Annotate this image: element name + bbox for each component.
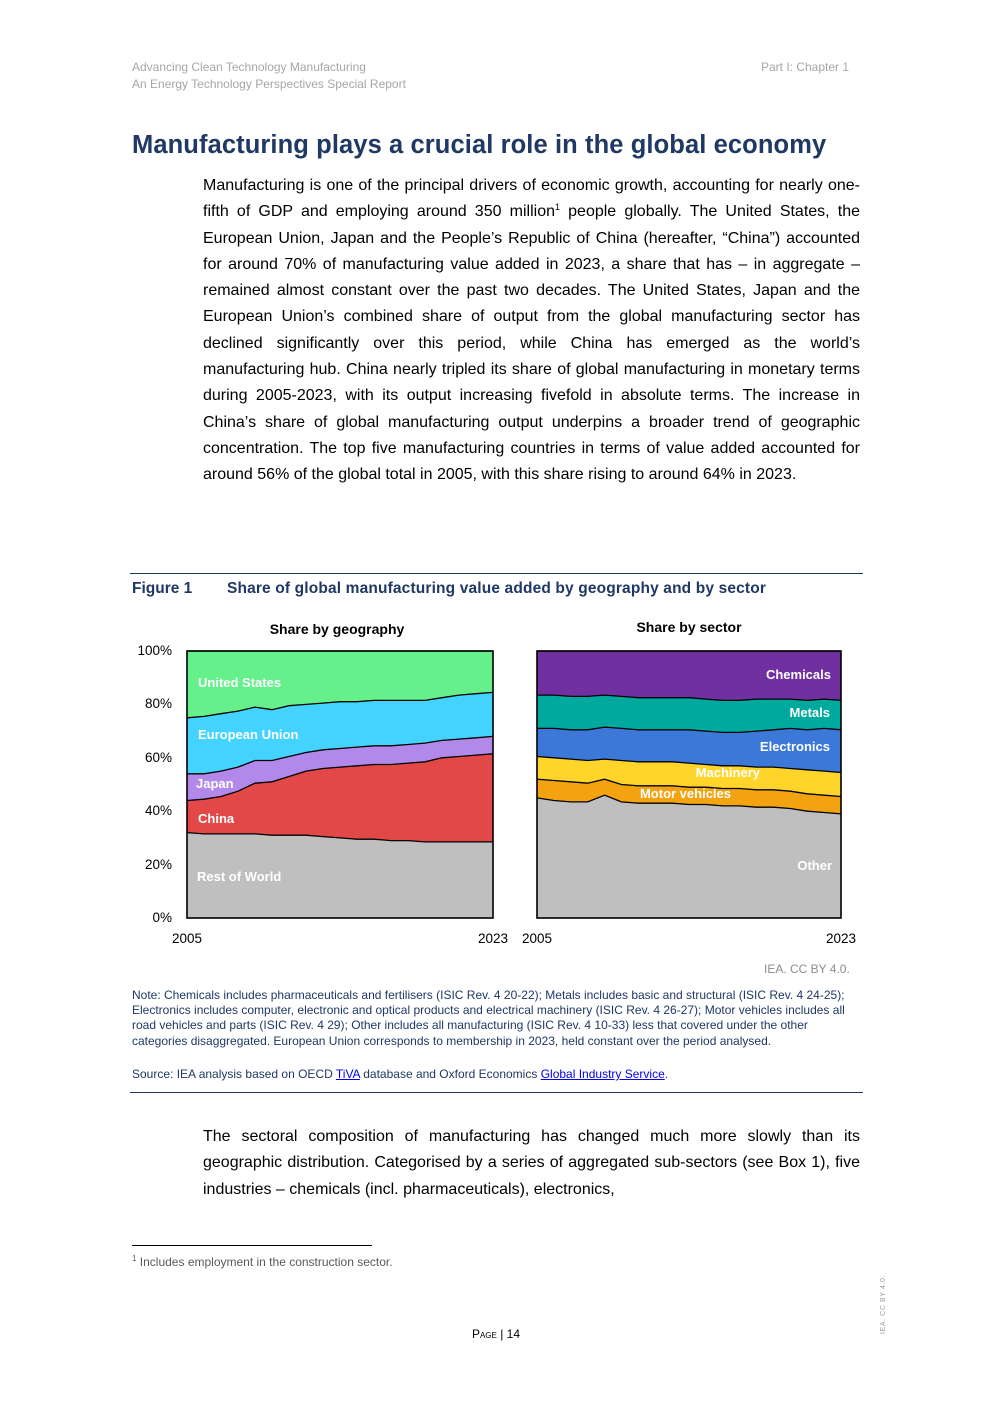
global-industry-service-link[interactable]: Global Industry Service <box>540 1067 665 1081</box>
y-tick-label: 40% <box>144 803 172 818</box>
chart-share-by-geography <box>137 621 508 946</box>
chart-geo-title: Share by geography <box>269 621 405 637</box>
series-label-rest-of-world: Rest of World <box>197 869 282 884</box>
source-text-c: . <box>664 1067 669 1081</box>
figure-number: Figure 1 <box>132 580 193 597</box>
y-tick-label: 80% <box>144 696 172 711</box>
figure-credit: IEA. CC BY 4.0. <box>764 962 850 976</box>
chart-share-by-sector <box>522 619 856 946</box>
x-tick-label: 2023 <box>825 931 857 946</box>
x-tick-label: 2005 <box>171 931 203 946</box>
chart-geo-y-ticks <box>137 643 172 925</box>
y-tick-label: 0% <box>152 910 172 925</box>
x-tick-label: 2023 <box>477 931 509 946</box>
footnote-rule <box>132 1245 372 1246</box>
area-other <box>537 795 841 918</box>
series-label-chemicals: Chemicals <box>765 667 831 682</box>
paragraph-1-text-b: people globally. The United States, the European Union, Japan and the People’s Republic of China (hereafter, “China”) accounted for around 70% of manufacturing value added in 2023, a share that has – in aggregate – remained almost constant over the past two decades. The United States, Japan and the European Union’s combined share of output from the global manufacturing sector has declined significantly over this period, while China has emerged as the world’s manufacturing hub. China nearly tripled its share of global manufacturing in monetary terms during 2005-2023, with its output increasing fivefold in absolute terms. The increase in China’s share of global manufacturing output underpins a broader trend of geographic concentration. The top five manufacturing countries in terms of value added accounted for around 56% of the global total in 2005, with this share rising to around 64% in 2023. <box>203 203 861 484</box>
y-tick-label: 100% <box>137 643 172 658</box>
figure-bottom-rule <box>130 1092 863 1093</box>
source-text-a: Source: IEA analysis based on OECD <box>132 1067 336 1081</box>
figure-source <box>132 1067 668 1082</box>
series-label-japan: Japan <box>196 776 234 791</box>
section-title: Manufacturing plays a crucial role in the global economy <box>132 131 827 159</box>
page-number <box>0 1327 992 1341</box>
series-label-united-states: United States <box>198 675 282 690</box>
footnote <box>132 1254 393 1269</box>
page-label: Page <box>471 1327 497 1341</box>
page-separator: | <box>496 1327 507 1341</box>
y-tick-label: 60% <box>144 750 172 765</box>
series-label-metals: Metals <box>789 705 830 720</box>
chart-sec-title: Share by sector <box>636 619 742 635</box>
side-license <box>880 1270 894 1340</box>
figure-note: Note: Chemicals includes pharmaceuticals and fertilisers (ISIC Rev. 4 20-22); Metals includes basic and structural (ISIC Rev. 4 24-25); Electronics includes computer, electronic and optical products and electrical machinery (ISIC Rev. 4 26-27); Motor vehicles includes all road vehicles and parts (ISIC Rev. 4 29); Other includes all manufacturing (ISIC Rev. 4 10-33) less that covered under the other categories disaggregated. European Union corresponds to membership in 2023, held constant over the period analysed. <box>132 988 845 1048</box>
paragraph-1-text-a: Manufacturing is one of the principal drivers of economic growth, accounting for nearly one-fifth of GDP and employing around 350 million <box>203 177 860 221</box>
header-report-title: Advancing Clean Technology Manufacturing <box>132 60 366 74</box>
source-text-b: database and Oxford Economics <box>359 1067 541 1081</box>
header-chapter: Part I: Chapter 1 <box>761 60 850 74</box>
series-label-other: Other <box>797 858 832 873</box>
series-label-machinery: Machinery <box>695 765 760 780</box>
series-label-european-union: European Union <box>198 727 299 742</box>
header-report-subtitle: An Energy Technology Perspectives Special Report <box>132 77 406 91</box>
side-license-text: IEA. CC BY 4.0. <box>880 1274 887 1334</box>
footnote-marker: 1 <box>132 1254 137 1263</box>
chart-sec-areas <box>537 651 841 918</box>
series-label-motor-vehicles: Motor vehicles <box>639 786 731 801</box>
x-tick-label: 2005 <box>521 931 553 946</box>
body-paragraph-2: The sectoral composition of manufacturing has changed much more slowly than its geographic distribution. Categorised by a series of aggregated sub-sectors (see Box 1), five industries – chemicals (incl. pharmaceuticals), electronics, <box>203 1128 860 1198</box>
footnote-text: Includes employment in the construction sector. <box>136 1255 393 1269</box>
page-number-value: 14 <box>506 1327 521 1341</box>
tiva-link[interactable]: TiVA <box>335 1067 360 1081</box>
series-label-electronics: Electronics <box>759 739 830 754</box>
footnote-reference[interactable]: 1 <box>555 202 561 213</box>
series-label-china: China <box>198 811 235 826</box>
y-tick-label: 20% <box>144 857 172 872</box>
figure-title: Share of global manufacturing value added by geography and by sector <box>227 580 767 597</box>
